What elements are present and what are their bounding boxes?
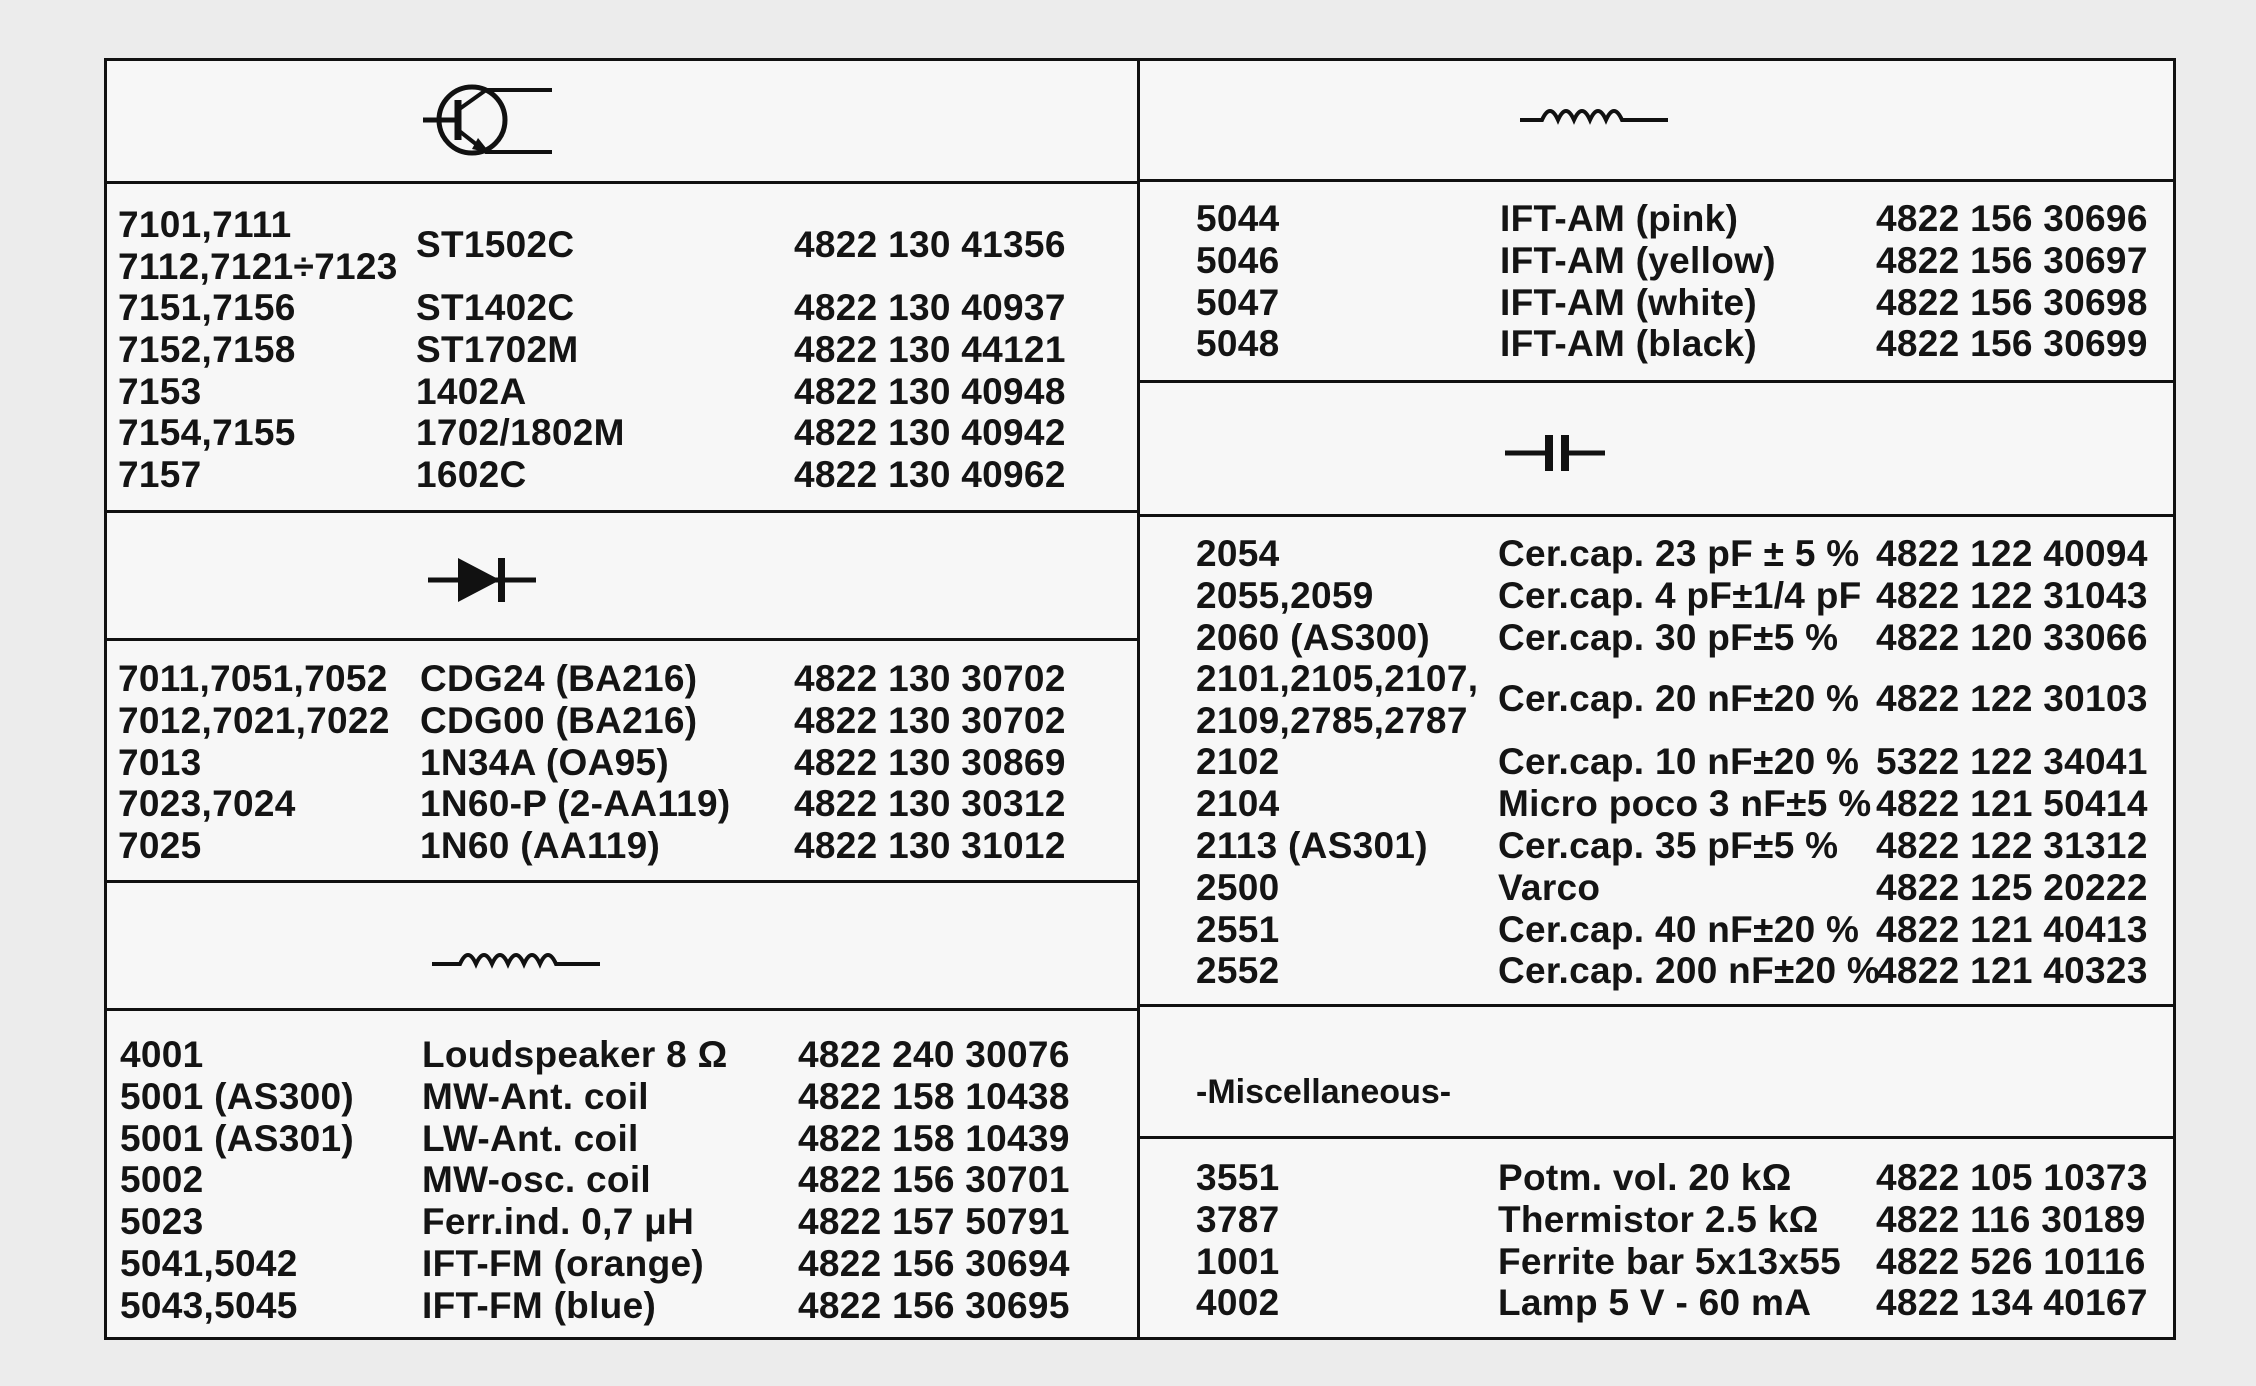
type-cell: Varco bbox=[1498, 866, 1601, 908]
ref-cell: 5001 (AS300) bbox=[120, 1075, 354, 1117]
table-row bbox=[118, 371, 1128, 413]
ref-cell: 2551 bbox=[1196, 908, 1280, 950]
code-cell: 4822 130 30869 bbox=[794, 741, 1066, 783]
table-row bbox=[1196, 658, 2166, 741]
type-cell: Micro poco 3 nF±5 % bbox=[1498, 783, 1872, 825]
code-cell: 4822 105 10373 bbox=[1876, 1157, 2148, 1198]
table-row bbox=[120, 1118, 1130, 1160]
code-cell: 5322 122 34041 bbox=[1876, 741, 2148, 783]
code-cell: 4822 130 40942 bbox=[794, 412, 1066, 454]
ref-cell: 7151,7156 bbox=[118, 287, 296, 328]
ref-cell: 5002 bbox=[120, 1159, 204, 1201]
table-row bbox=[1196, 867, 2166, 909]
code-cell: 4822 130 40962 bbox=[794, 454, 1066, 496]
ref-cell: 2104 bbox=[1196, 783, 1280, 825]
table-row bbox=[120, 1243, 1130, 1285]
type-cell: Thermistor 2.5 kΩ bbox=[1498, 1198, 1819, 1240]
ref-cell: 1001 bbox=[1196, 1240, 1280, 1282]
type-cell: Cer.cap. 10 nF±20 % bbox=[1498, 741, 1860, 783]
miscellaneous-heading: -Miscellaneous- bbox=[1196, 1073, 1452, 1111]
code-cell: 4822 130 40937 bbox=[794, 287, 1066, 328]
ref-cell: 3551 bbox=[1196, 1157, 1280, 1198]
ref-cell: 7101,7111 7112,7121÷7123 bbox=[118, 204, 398, 287]
ift-am-list bbox=[1196, 198, 2166, 365]
code-cell: 4822 122 30103 bbox=[1876, 678, 2148, 720]
ref-cell: 5043,5045 bbox=[120, 1284, 298, 1326]
type-cell: 1N60-P (2-AA119) bbox=[420, 783, 731, 825]
ref-cell: 2102 bbox=[1196, 741, 1280, 783]
type-cell: Ferrite bar 5x13x55 bbox=[1498, 1240, 1842, 1282]
table-row bbox=[118, 700, 1128, 742]
type-cell: IFT-FM (orange) bbox=[422, 1242, 704, 1284]
diode-list bbox=[118, 658, 1128, 867]
table-row bbox=[120, 1201, 1130, 1243]
type-cell: Cer.cap. 20 nF±20 % bbox=[1498, 678, 1860, 720]
table-row bbox=[1196, 575, 2166, 617]
code-cell: 4822 130 30702 bbox=[794, 699, 1066, 741]
ref-cell: 2055,2059 bbox=[1196, 574, 1374, 616]
ref-cell: 7152,7158 bbox=[118, 328, 296, 370]
code-cell: 4822 156 30701 bbox=[798, 1159, 1070, 1201]
code-cell: 4822 121 50414 bbox=[1876, 783, 2148, 825]
column-divider bbox=[1137, 58, 1140, 1340]
type-cell: ST1502C bbox=[416, 224, 575, 265]
capacitor-symbol-icon bbox=[1505, 433, 1607, 473]
table-row bbox=[1196, 198, 2166, 240]
table-row bbox=[120, 1285, 1130, 1327]
ref-cell: 2500 bbox=[1196, 866, 1280, 908]
code-cell: 4822 526 10116 bbox=[1876, 1240, 2146, 1282]
code-cell: 4822 130 31012 bbox=[794, 825, 1066, 867]
type-cell: Ferr.ind. 0,7 μH bbox=[422, 1201, 695, 1243]
ref-cell: 2552 bbox=[1196, 950, 1280, 992]
table-row bbox=[1196, 1282, 2166, 1324]
code-cell: 4822 156 30698 bbox=[1876, 281, 2148, 323]
code-cell: 4822 130 40948 bbox=[794, 370, 1066, 412]
rule-right-2 bbox=[1137, 380, 2176, 383]
capacitor-list bbox=[1196, 533, 2166, 992]
table-row bbox=[1196, 1157, 2166, 1199]
code-cell: 4822 156 30695 bbox=[798, 1284, 1070, 1326]
ref-cell: 7012,7021,7022 bbox=[118, 699, 390, 741]
table-row bbox=[1196, 741, 2166, 783]
ref-cell: 7153 bbox=[118, 370, 202, 412]
table-row bbox=[118, 454, 1128, 496]
table-row bbox=[1196, 783, 2166, 825]
coil-symbol-icon bbox=[432, 940, 602, 970]
ref-cell: 3787 bbox=[1196, 1198, 1280, 1240]
table-row bbox=[1196, 1199, 2166, 1241]
table-row bbox=[1196, 533, 2166, 575]
table-row bbox=[1196, 950, 2166, 992]
table-row bbox=[1196, 1241, 2166, 1283]
ref-cell: 7023,7024 bbox=[118, 783, 296, 825]
type-cell: ST1702M bbox=[416, 328, 579, 370]
rule-right-3 bbox=[1137, 514, 2176, 517]
type-cell: LW-Ant. coil bbox=[422, 1117, 639, 1159]
table-row bbox=[1196, 323, 2166, 365]
misc-list bbox=[1196, 1157, 2166, 1324]
ref-cell: 4001 bbox=[120, 1034, 204, 1075]
table-row bbox=[118, 204, 1128, 287]
table-row bbox=[1196, 617, 2166, 659]
table-row bbox=[1196, 240, 2166, 282]
type-cell: 1602C bbox=[416, 454, 527, 496]
code-cell: 4822 130 41356 bbox=[794, 224, 1066, 265]
table-row bbox=[118, 329, 1128, 371]
rule-left-5 bbox=[104, 1008, 1140, 1011]
ref-cell: 7013 bbox=[118, 741, 202, 783]
rule-left-4 bbox=[104, 880, 1140, 883]
code-cell: 4822 122 31043 bbox=[1876, 574, 2148, 616]
coil-symbol-right-icon bbox=[1520, 98, 1670, 128]
table-row bbox=[118, 412, 1128, 454]
code-cell: 4822 134 40167 bbox=[1876, 1282, 2148, 1324]
ref-cell: 5044 bbox=[1196, 198, 1280, 239]
rule-left-1 bbox=[104, 181, 1140, 184]
code-cell: 4822 130 30702 bbox=[794, 658, 1066, 699]
type-cell: Cer.cap. 200 nF±20 % bbox=[1498, 950, 1881, 992]
type-cell: Cer.cap. 40 nF±20 % bbox=[1498, 908, 1860, 950]
coil-list bbox=[120, 1034, 1130, 1327]
type-cell: IFT-AM (pink) bbox=[1500, 198, 1739, 239]
code-cell: 4822 240 30076 bbox=[798, 1034, 1070, 1075]
code-cell: 4822 121 40323 bbox=[1876, 950, 2148, 992]
code-cell: 4822 122 40094 bbox=[1876, 533, 2148, 574]
type-cell: 1402A bbox=[416, 370, 527, 412]
table-row bbox=[120, 1034, 1130, 1076]
type-cell: IFT-AM (yellow) bbox=[1500, 239, 1776, 281]
table-row bbox=[118, 287, 1128, 329]
code-cell: 4822 130 44121 bbox=[794, 328, 1066, 370]
rule-left-2 bbox=[104, 510, 1140, 513]
code-cell: 4822 122 31312 bbox=[1876, 824, 2148, 866]
ref-cell: 7157 bbox=[118, 454, 202, 496]
type-cell: Cer.cap. 30 pF±5 % bbox=[1498, 616, 1839, 658]
table-row bbox=[1196, 282, 2166, 324]
ref-cell: 5047 bbox=[1196, 281, 1280, 323]
type-cell: IFT-AM (white) bbox=[1500, 281, 1757, 323]
type-cell: 1702/1802M bbox=[416, 412, 625, 454]
table-row bbox=[118, 825, 1128, 867]
type-cell: ST1402C bbox=[416, 287, 575, 328]
code-cell: 4822 120 33066 bbox=[1876, 616, 2148, 658]
type-cell: Cer.cap. 23 pF ± 5 % bbox=[1498, 533, 1860, 574]
ref-cell: 7011,7051,7052 bbox=[118, 658, 388, 699]
type-cell: IFT-AM (black) bbox=[1500, 323, 1758, 365]
table-row bbox=[118, 783, 1128, 825]
ref-cell: 2101,2105,2107, 2109,2785,2787 bbox=[1196, 658, 1479, 742]
code-cell: 4822 116 30189 bbox=[1876, 1198, 2146, 1240]
code-cell: 4822 156 30694 bbox=[798, 1242, 1070, 1284]
ref-cell: 5001 (AS301) bbox=[120, 1117, 354, 1159]
ref-cell: 5023 bbox=[120, 1201, 204, 1243]
rule-right-5 bbox=[1137, 1136, 2176, 1139]
type-cell: IFT-FM (blue) bbox=[422, 1284, 657, 1326]
transistor-list bbox=[118, 204, 1128, 496]
type-cell: Lamp 5 V - 60 mA bbox=[1498, 1282, 1812, 1324]
type-cell: CDG24 (BA216) bbox=[420, 658, 698, 699]
type-cell: Potm. vol. 20 kΩ bbox=[1498, 1157, 1792, 1198]
code-cell: 4822 157 50791 bbox=[798, 1201, 1070, 1243]
type-cell: MW-osc. coil bbox=[422, 1159, 651, 1201]
type-cell: 1N60 (AA119) bbox=[420, 825, 661, 867]
table-row bbox=[118, 658, 1128, 700]
table-row bbox=[1196, 825, 2166, 867]
type-cell: Cer.cap. 35 pF±5 % bbox=[1498, 824, 1839, 866]
code-cell: 4822 156 30699 bbox=[1876, 323, 2148, 365]
type-cell: Cer.cap. 4 pF±1/4 pF bbox=[1498, 574, 1862, 616]
code-cell: 4822 158 10439 bbox=[798, 1117, 1070, 1159]
ref-cell: 4002 bbox=[1196, 1282, 1280, 1324]
code-cell: 4822 156 30697 bbox=[1876, 239, 2148, 281]
type-cell: MW-Ant. coil bbox=[422, 1075, 649, 1117]
rule-right-4 bbox=[1137, 1004, 2176, 1007]
ref-cell: 7154,7155 bbox=[118, 412, 296, 454]
code-cell: 4822 130 30312 bbox=[794, 783, 1066, 825]
ref-cell: 2113 (AS301) bbox=[1196, 824, 1428, 866]
table-row bbox=[1196, 909, 2166, 951]
table-row bbox=[118, 742, 1128, 784]
diode-symbol-icon bbox=[428, 555, 538, 605]
type-cell: Loudspeaker 8 Ω bbox=[422, 1034, 728, 1075]
rule-left-3 bbox=[104, 638, 1140, 641]
ref-cell: 7025 bbox=[118, 825, 202, 867]
transistor-symbol-icon bbox=[420, 80, 555, 160]
ref-cell: 2060 (AS300) bbox=[1196, 616, 1430, 658]
ref-cell: 5041,5042 bbox=[120, 1242, 298, 1284]
type-cell: CDG00 (BA216) bbox=[420, 699, 698, 741]
ref-cell: 5046 bbox=[1196, 239, 1280, 281]
code-cell: 4822 158 10438 bbox=[798, 1075, 1070, 1117]
table-row bbox=[120, 1076, 1130, 1118]
code-cell: 4822 125 20222 bbox=[1876, 866, 2148, 908]
rule-right-1 bbox=[1137, 179, 2176, 182]
ref-cell: 5048 bbox=[1196, 323, 1280, 365]
table-row bbox=[120, 1159, 1130, 1201]
code-cell: 4822 121 40413 bbox=[1876, 908, 2148, 950]
ref-cell: 2054 bbox=[1196, 533, 1280, 574]
type-cell: 1N34A (OA95) bbox=[420, 741, 669, 783]
code-cell: 4822 156 30696 bbox=[1876, 198, 2148, 239]
